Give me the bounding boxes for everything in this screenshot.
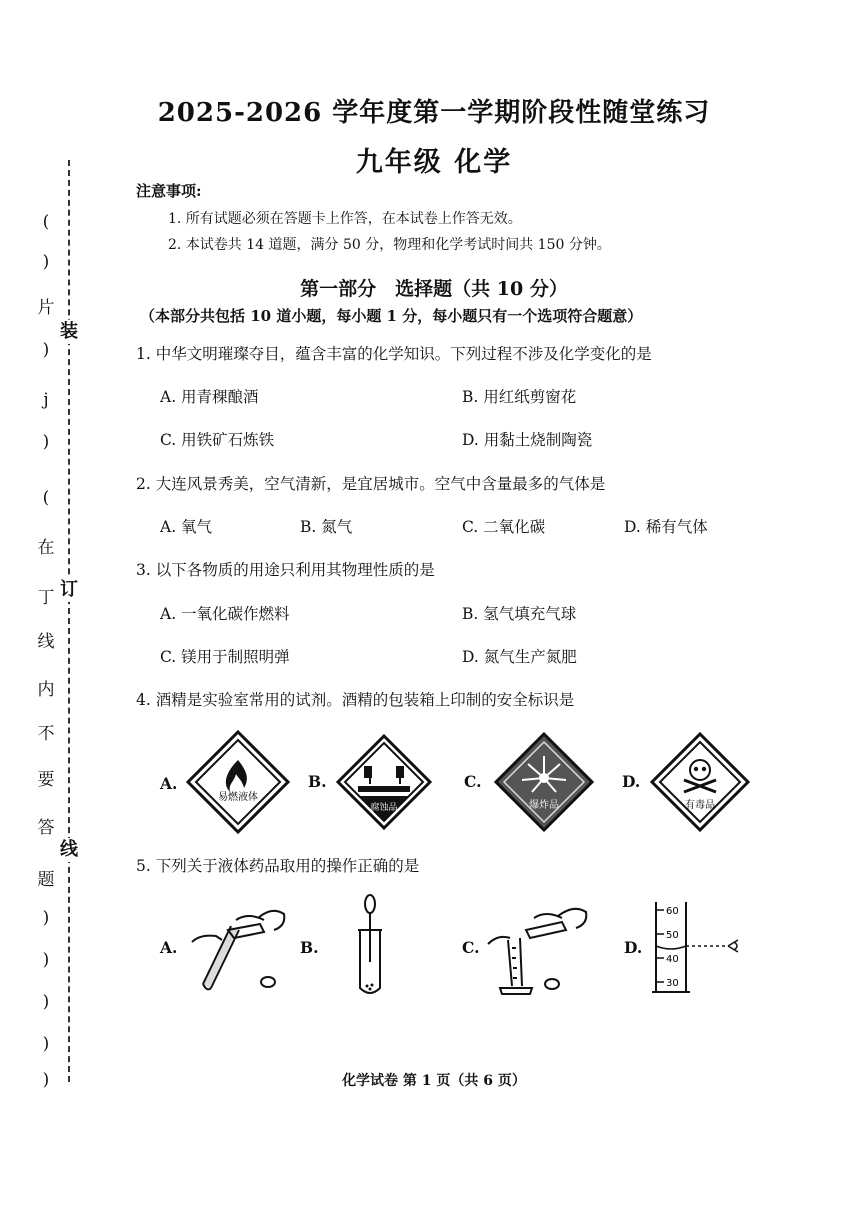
question-3-stem: 3. 以下各物质的用途只利用其物理性质的是: [136, 561, 435, 579]
question-1-option-b[interactable]: B. 用红纸剪窗花: [462, 388, 577, 406]
binding-word-ding: 订: [60, 579, 78, 600]
binding-margin-mark: (: [42, 212, 50, 232]
pour-test-tube-figure: [186, 898, 294, 998]
question-1-option-d[interactable]: D. 用黏土烧制陶瓷: [462, 431, 593, 449]
question-5-option-d[interactable]: D.: [624, 938, 643, 957]
binding-margin-mark: (: [42, 488, 50, 508]
question-4-stem: 4. 酒精是实验室常用的试剂。酒精的包装箱上印制的安全标识是: [136, 691, 575, 709]
toxic-sign: [650, 732, 750, 832]
question-5-option-c[interactable]: C.: [462, 938, 480, 957]
binding-margin-mark: 线: [37, 632, 55, 652]
question-5-option-b[interactable]: B.: [300, 938, 319, 957]
notice-item: 2. 本试卷共 14 道题，满分 50 分，物理和化学考试时间共 150 分钟。: [168, 237, 611, 253]
binding-margin-mark: 要: [37, 770, 55, 790]
question-2-option-a[interactable]: A. 氧气: [160, 518, 213, 536]
binding-margin-mark: 题: [37, 870, 55, 890]
question-4-option-d[interactable]: D.: [622, 772, 641, 791]
question-2-option-b[interactable]: B. 氮气: [300, 518, 353, 536]
binding-margin-mark: 在: [37, 538, 55, 558]
binding-margin-mark: ): [42, 252, 50, 272]
binding-margin-mark: ): [42, 340, 50, 360]
binding-margin-mark: 内: [37, 680, 55, 700]
binding-margin-mark: ): [42, 992, 50, 1012]
question-2-option-c[interactable]: C. 二氧化碳: [462, 518, 546, 536]
question-3-option-b[interactable]: B. 氢气填充气球: [462, 605, 577, 623]
question-1-option-c[interactable]: C. 用铁矿石炼铁: [160, 431, 275, 449]
question-3-option-a[interactable]: A. 一氧化碳作燃料: [160, 605, 290, 623]
scale-label-60: 60: [666, 906, 679, 917]
stopper-icon: [545, 979, 559, 989]
question-4-option-c[interactable]: C.: [464, 772, 482, 791]
scale-label-50: 50: [666, 930, 679, 941]
binding-word-xian: 线: [60, 839, 78, 860]
notice-heading: 注意事项:: [136, 182, 202, 200]
question-4-option-a[interactable]: A.: [160, 774, 178, 793]
corrosive-sign: [336, 734, 432, 830]
binding-margin-mark: 片: [37, 298, 55, 318]
binding-margin-mark: 不: [37, 724, 55, 744]
binding-margin-mark: ): [42, 908, 50, 928]
scale-label-30: 30: [666, 978, 679, 989]
eye-icon: [728, 940, 738, 952]
pour-cylinder-figure: [486, 898, 594, 998]
question-3-option-c[interactable]: C. 镁用于制照明弹: [160, 648, 290, 666]
test-tube-icon: [364, 766, 372, 778]
question-4-option-b[interactable]: B.: [308, 772, 327, 791]
binding-margin-mark: ): [42, 1070, 50, 1090]
binding-margin-mark: ): [42, 432, 50, 452]
sign-a-text: 易燃液体: [218, 792, 258, 803]
sign-c-text: 爆炸品: [529, 800, 559, 811]
question-2-option-d[interactable]: D. 稀有气体: [624, 518, 708, 536]
notice-item: 1. 所有试题必须在答题卡上作答，在本试卷上作答无效。: [168, 211, 522, 227]
question-1-stem: 1. 中华文明璀璨夺目，蕴含丰富的化学知识。下列过程不涉及化学变化的是: [136, 345, 652, 363]
question-3-option-d[interactable]: D. 氮气生产氮肥: [462, 648, 577, 666]
question-5-option-a[interactable]: A.: [160, 938, 178, 957]
binding-margin-mark: ): [42, 1034, 50, 1054]
exam-subtitle: 九年级 化学: [355, 147, 513, 178]
binding-word-zhuang: 装: [60, 321, 78, 342]
flammable-liquid-sign: [186, 730, 290, 834]
question-5-stem: 5. 下列关于液体药品取用的操作正确的是: [136, 857, 420, 875]
question-2-stem: 2. 大连风景秀美，空气清新，是宜居城市。空气中含量最多的气体是: [136, 475, 606, 493]
stopper-icon: [261, 977, 275, 987]
exam-title: 2025-2026 学年度第一学期阶段性随堂练习: [157, 98, 711, 128]
binding-margin-mark: 丁: [37, 588, 55, 608]
question-1-option-a[interactable]: A. 用青稞酿酒: [160, 388, 259, 406]
binding-margin-mark: j: [43, 390, 49, 410]
binding-margin-mark: 答: [37, 818, 55, 838]
section-title: 第一部分 选择题（共 10 分）: [300, 278, 568, 300]
sign-d-text: 有毒品: [685, 800, 715, 811]
sign-b-text: 腐蚀品: [370, 803, 398, 813]
page-footer: 化学试卷 第 1 页（共 6 页）: [342, 1073, 526, 1089]
explosive-sign: [494, 732, 594, 832]
dropper-test-tube-figure: [350, 890, 390, 1000]
binding-margin-mark: ): [42, 950, 50, 970]
dropper-bulb-icon: [365, 895, 375, 913]
read-cylinder-figure: [650, 898, 750, 998]
scale-label-40: 40: [666, 954, 679, 965]
section-description: （本部分共包括 10 道小题，每小题 1 分，每小题只有一个选项符合题意）: [140, 307, 643, 325]
